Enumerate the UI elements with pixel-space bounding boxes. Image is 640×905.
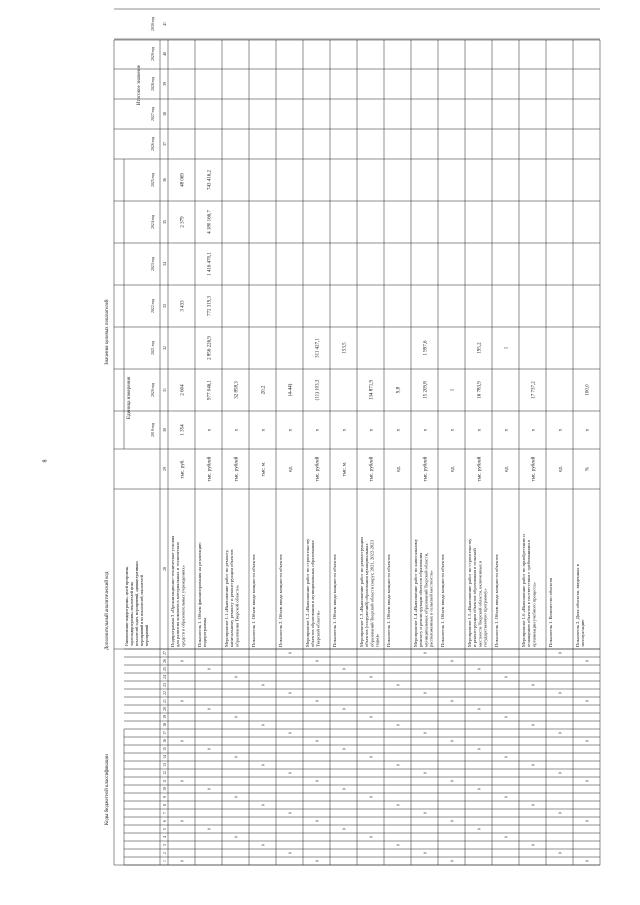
code-digit: 0 bbox=[234, 796, 239, 798]
header-name-col: мероприятий и их показателей, показателей bbox=[140, 575, 144, 646]
row-description: образования Тверской области» bbox=[234, 584, 240, 647]
code-digit: 0 bbox=[288, 812, 293, 814]
row-value-v2020: 20,2 bbox=[261, 385, 267, 395]
row-value-v2020: 100,0 bbox=[585, 384, 591, 396]
year-header: 2020 год bbox=[151, 383, 155, 397]
column-number: 27 bbox=[163, 651, 167, 655]
code-digit: 0 bbox=[450, 860, 455, 862]
year-header: 2025 год bbox=[151, 173, 155, 187]
rotated-table bbox=[100, 17, 600, 865]
code-digit: 0 bbox=[531, 764, 536, 766]
row-description: для развития комплекса материальных и технических bbox=[175, 541, 181, 647]
code-digit: 0 bbox=[180, 660, 185, 662]
row-description: эксплуатацию bbox=[580, 619, 586, 647]
code-digit: 0 bbox=[477, 668, 482, 670]
row-value-v2020: 134 871,9 bbox=[369, 380, 375, 400]
code-digit: 0 bbox=[342, 708, 347, 710]
column-number: 41 bbox=[163, 22, 167, 26]
code-digit: 0 bbox=[558, 732, 563, 734]
code-digit: 0 bbox=[369, 676, 374, 678]
column-number: 10 bbox=[163, 787, 167, 791]
code-digit: 0 bbox=[207, 788, 212, 790]
row-description: образований Тверской области (округ, 2021, 2022-2023 bbox=[369, 540, 375, 647]
row-value-v2020: 16 783,9 bbox=[477, 381, 483, 399]
column-number: 35 bbox=[163, 220, 167, 224]
column-number: 38 bbox=[163, 112, 167, 116]
code-digit: 0 bbox=[423, 852, 428, 854]
column-number: 14 bbox=[163, 755, 167, 759]
year-header: 2024 год bbox=[151, 215, 155, 229]
row-value-unit: % bbox=[585, 466, 591, 472]
code-digit: 0 bbox=[288, 732, 293, 734]
row-value-v2021: 153,5 bbox=[342, 342, 348, 354]
code-digit: 0 bbox=[585, 860, 590, 862]
row-value-v2020: 32 858,3 bbox=[234, 381, 240, 399]
code-digit: 0 bbox=[504, 716, 509, 718]
row-value-unit: ед. bbox=[450, 466, 456, 472]
row-description: Тверской области» bbox=[315, 610, 321, 647]
column-number: 36 bbox=[163, 178, 167, 182]
row-description: и реконструкции объектов образования в сельской bbox=[472, 548, 478, 647]
code-digit: 0 bbox=[585, 740, 590, 742]
code-digit: 0 bbox=[531, 844, 536, 846]
code-digit: 0 bbox=[585, 780, 590, 782]
row-value-v2019: х bbox=[423, 428, 429, 432]
code-digit: 0 bbox=[288, 852, 293, 854]
code-digit: 0 bbox=[207, 708, 212, 710]
code-digit: 0 bbox=[180, 740, 185, 742]
row-value-v2024: 4 180 166,7 bbox=[207, 210, 213, 234]
column-number: 6 bbox=[163, 820, 167, 822]
header-name-col: показателей задач, мероприятий, административных bbox=[135, 560, 139, 646]
code-digit: 0 bbox=[288, 652, 293, 654]
row-description: государственную программу» bbox=[482, 588, 488, 647]
row-description: организации учебного процесса» bbox=[531, 582, 537, 647]
year-header: 2028 год bbox=[151, 77, 155, 91]
column-number: 5 bbox=[163, 828, 167, 830]
row-value-v2019: х bbox=[234, 428, 240, 432]
code-digit: 0 bbox=[585, 820, 590, 822]
code-digit: 0 bbox=[477, 828, 482, 830]
column-number: 16 bbox=[163, 739, 167, 743]
row-value-v2021: 1 997,6 bbox=[423, 340, 429, 356]
row-value-v2020: 17 737,2 bbox=[531, 381, 537, 399]
row-value-unit: тыс. рублей bbox=[531, 456, 537, 482]
code-digit: 0 bbox=[531, 684, 536, 686]
column-number: 29 bbox=[163, 467, 167, 471]
row-description: средств в образовательных учреждениях» bbox=[180, 565, 186, 647]
code-digit: 0 bbox=[342, 788, 347, 790]
code-digit: 0 bbox=[342, 828, 347, 830]
code-digit: 0 bbox=[288, 772, 293, 774]
code-digit: 0 bbox=[477, 748, 482, 750]
row-value-v2024: 2 379 bbox=[180, 216, 186, 228]
code-digit: 0 bbox=[396, 724, 401, 726]
row-value-v2019: 1 354 bbox=[180, 424, 186, 436]
code-digit: 0 bbox=[450, 740, 455, 742]
code-digit: 0 bbox=[315, 860, 320, 862]
row-value-v2025: 48 069 bbox=[180, 173, 186, 187]
row-value-v2021: 2 856 226,9 bbox=[207, 336, 213, 360]
column-number: 4 bbox=[163, 836, 167, 838]
year-header: 2027 год bbox=[151, 107, 155, 121]
row-value-v2021: 311 427,1 bbox=[315, 338, 321, 358]
code-digit: 0 bbox=[315, 660, 320, 662]
code-digit: 0 bbox=[423, 732, 428, 734]
code-digit: 0 bbox=[234, 676, 239, 678]
row-description: объектов (сооружений) образования муниципальных bbox=[364, 543, 370, 647]
row-description: Мероприятие 1.4 «Выполнение работ по капитальному bbox=[413, 539, 418, 647]
page-number: 8 bbox=[42, 459, 49, 463]
row-description: муниципальных образований Тверской области, bbox=[423, 552, 429, 647]
row-value-v2022: 772 319,3 bbox=[207, 296, 213, 316]
row-value-v2021: 195,2 bbox=[477, 342, 483, 354]
column-number: 7 bbox=[163, 812, 167, 814]
row-value-unit: ед. bbox=[504, 466, 510, 472]
code-digit: 0 bbox=[558, 812, 563, 814]
code-digit: 0 bbox=[558, 692, 563, 694]
column-number: 2 bbox=[163, 852, 167, 854]
code-digit: 0 bbox=[585, 700, 590, 702]
code-digit: 0 bbox=[315, 740, 320, 742]
column-number: 32 bbox=[163, 346, 167, 350]
column-number: 9 bbox=[163, 796, 167, 798]
code-digit: 0 bbox=[261, 804, 266, 806]
code-digit: 0 bbox=[315, 780, 320, 782]
row-description: Мероприятие 1.5 «Выполнение работ по строительству bbox=[467, 538, 472, 647]
column-number: 3 bbox=[163, 844, 167, 846]
column-number: 34 bbox=[163, 262, 167, 266]
row-description: Показатель 1. Объем ввода мощности объектов bbox=[494, 554, 499, 647]
row-description: Показатель 2. Доля объектов, введенных в bbox=[575, 564, 580, 647]
row-value-v2020: (11) 103,3 bbox=[315, 379, 321, 401]
budget-table bbox=[100, 17, 600, 865]
row-value-v2019: х bbox=[450, 428, 456, 432]
row-description: Мероприятие 1.3 «Выполнение работ по реконструкции bbox=[359, 537, 364, 647]
code-digit: 0 bbox=[558, 852, 563, 854]
row-value-unit: тыс. рублей bbox=[315, 456, 321, 482]
code-digit: 0 bbox=[207, 748, 212, 750]
row-description: Показатель 1. Объем ввода мощности объектов bbox=[440, 554, 445, 647]
code-digit: 0 bbox=[423, 812, 428, 814]
row-description: Показатель 1. Объем ввода мощности объектов bbox=[251, 554, 256, 647]
row-value-v2019: х bbox=[288, 428, 294, 432]
code-digit: 0 bbox=[477, 708, 482, 710]
code-digit: 0 bbox=[369, 796, 374, 798]
code-digit: 0 bbox=[261, 764, 266, 766]
code-digit: 0 bbox=[207, 828, 212, 830]
row-description: Показатель 1. Объем финансирования на реализацию bbox=[197, 542, 202, 647]
column-number: 28 bbox=[163, 567, 167, 571]
column-number: 13 bbox=[163, 763, 167, 767]
code-digit: 0 bbox=[369, 716, 374, 718]
code-digit: 0 bbox=[504, 756, 509, 758]
row-description: Мероприятие 1.1 «Выполнение работ по ремонту, bbox=[224, 549, 229, 647]
column-number: 12 bbox=[163, 771, 167, 775]
code-digit: 0 bbox=[369, 756, 374, 758]
code-digit: 0 bbox=[558, 652, 563, 654]
column-number: 33 bbox=[163, 304, 167, 308]
row-description: годы)» bbox=[374, 633, 380, 647]
column-number: 25 bbox=[163, 667, 167, 671]
row-value-v2021: 1 bbox=[504, 346, 510, 350]
header-codes: Коды бюджетной классификации bbox=[105, 754, 110, 825]
code-digit: 0 bbox=[180, 700, 185, 702]
year-header: 2029 год bbox=[151, 47, 155, 61]
code-digit: 0 bbox=[180, 860, 185, 862]
code-digit: 0 bbox=[180, 820, 185, 822]
header-name-col: Наименование подпрограммы, целей программы, bbox=[125, 565, 129, 646]
row-value-unit: тыс. м. bbox=[261, 461, 267, 477]
code-digit: 0 bbox=[450, 700, 455, 702]
row-value-v2020: 9,8 bbox=[396, 386, 402, 394]
code-digit: 0 bbox=[342, 668, 347, 670]
code-digit: 0 bbox=[423, 652, 428, 654]
code-digit: 0 bbox=[504, 676, 509, 678]
row-value-v2019: х bbox=[261, 428, 267, 432]
code-digit: 0 bbox=[396, 844, 401, 846]
year-header: 2022 год bbox=[151, 299, 155, 313]
column-number: 23 bbox=[163, 683, 167, 687]
row-description: ремонту и реконструкции объектов образования bbox=[418, 552, 424, 647]
code-digit: 0 bbox=[450, 820, 455, 822]
column-number: 15 bbox=[163, 747, 167, 751]
code-digit: 0 bbox=[477, 788, 482, 790]
row-value-v2019: х bbox=[531, 428, 537, 432]
column-number: 24 bbox=[163, 675, 167, 679]
code-digit: 0 bbox=[423, 692, 428, 694]
row-value-v2019: х bbox=[396, 428, 402, 432]
row-value-v2019: х bbox=[558, 428, 564, 432]
code-digit: 0 bbox=[261, 684, 266, 686]
row-value-v2020: 15 209,8 bbox=[423, 381, 429, 399]
column-number: 39 bbox=[163, 82, 167, 86]
column-number: 30 bbox=[163, 428, 167, 432]
code-digit: 0 bbox=[531, 804, 536, 806]
row-value-unit: ед. bbox=[396, 466, 402, 472]
row-value-v2020: 1 bbox=[450, 388, 456, 392]
column-number: 1 bbox=[163, 860, 167, 862]
code-digit: 0 bbox=[261, 844, 266, 846]
row-description: расположенных в сельской местности» bbox=[428, 570, 434, 647]
row-value-v2019: х bbox=[504, 428, 510, 432]
column-number: 8 bbox=[163, 804, 167, 806]
column-number: 40 bbox=[163, 52, 167, 56]
code-digit: 0 bbox=[531, 724, 536, 726]
column-number: 11 bbox=[163, 779, 167, 783]
row-value-v2019: х bbox=[477, 428, 483, 432]
code-digit: 0 bbox=[396, 764, 401, 766]
row-description: объектов образования в муниципальных образованиях bbox=[310, 540, 316, 647]
code-digit: 0 bbox=[504, 796, 509, 798]
column-number: 37 bbox=[163, 142, 167, 146]
row-value-unit: тыс. рублей bbox=[423, 456, 429, 482]
row-description: местности Тверской области, включенных в bbox=[477, 560, 483, 647]
column-number: 17 bbox=[163, 731, 167, 735]
column-number: 19 bbox=[163, 715, 167, 719]
column-number: 31 bbox=[163, 388, 167, 392]
row-value-unit: тыс. рублей bbox=[477, 456, 483, 482]
row-description: Показатель 1. Объем ввода мощности объектов bbox=[332, 554, 337, 647]
row-description: Мероприятие 1.2 «Выполнение работ по строительству bbox=[305, 538, 310, 647]
row-description: Показатель 1. Объем ввода мощности объектов bbox=[386, 554, 391, 647]
row-value-v2019: х bbox=[342, 428, 348, 432]
code-digit: 0 bbox=[288, 692, 293, 694]
column-number: 26 bbox=[163, 659, 167, 663]
row-value-unit: тыс. рублей bbox=[234, 456, 240, 482]
row-value-unit: тыс. рублей bbox=[369, 456, 375, 482]
code-digit: 0 bbox=[315, 820, 320, 822]
code-digit: 0 bbox=[369, 836, 374, 838]
row-value-v2019: х bbox=[207, 428, 213, 432]
row-description: капитальному ремонту и реконструкции объектов bbox=[229, 549, 235, 647]
row-value-unit: тыс. руб. bbox=[180, 459, 186, 479]
code-digit: 0 bbox=[585, 660, 590, 662]
header-target-values: Значения целевых показателей bbox=[105, 299, 110, 365]
row-value-unit: тыс. м. bbox=[342, 461, 348, 477]
row-value-v2020: 977 046,1 bbox=[207, 380, 213, 400]
header-add-code: Дополнительный аналитический код bbox=[105, 571, 110, 650]
row-description: Показатель 1. Количество объектов bbox=[548, 577, 553, 647]
code-digit: 0 bbox=[234, 716, 239, 718]
header-final: Итоговое значение bbox=[137, 65, 142, 105]
code-digit: 0 bbox=[207, 668, 212, 670]
code-digit: 0 bbox=[396, 804, 401, 806]
row-value-v2020: 2 604 bbox=[180, 384, 186, 396]
year-header: 2026 год bbox=[151, 137, 155, 151]
year-header: 2019 год bbox=[151, 423, 155, 437]
year-header: 2030 год bbox=[151, 17, 155, 31]
code-digit: 0 bbox=[423, 772, 428, 774]
code-digit: 0 bbox=[450, 780, 455, 782]
row-value-unit: тыс. рублей bbox=[207, 456, 213, 482]
row-value-v2019: х bbox=[315, 428, 321, 432]
column-number: 21 bbox=[163, 699, 167, 703]
code-digit: 0 bbox=[558, 772, 563, 774]
header-name-col: мероприятий bbox=[145, 624, 149, 646]
column-number: 22 bbox=[163, 691, 167, 695]
code-digit: 0 bbox=[342, 748, 347, 750]
row-description: оснащению объектов в соответствии с требованиями к bbox=[526, 539, 532, 647]
row-value-v2019: х bbox=[585, 428, 591, 432]
column-number: 18 bbox=[163, 723, 167, 727]
row-value-v2025: 743 416,2 bbox=[207, 170, 213, 190]
code-digit: 0 bbox=[180, 780, 185, 782]
row-value-v2022: 3 433 bbox=[180, 300, 186, 312]
header-name-col: задач подпрограммы, показателей цели, bbox=[130, 581, 134, 646]
row-value-v2023: 1 416 470,1 bbox=[207, 252, 213, 276]
row-description: Показатель 2. Объем ввода мощности объектов bbox=[278, 554, 283, 647]
code-digit: 0 bbox=[315, 700, 320, 702]
row-value-unit: ед. bbox=[288, 466, 294, 472]
code-digit: 0 bbox=[234, 836, 239, 838]
row-value-v2019: х bbox=[369, 428, 375, 432]
code-digit: 0 bbox=[450, 660, 455, 662]
row-description: Подпрограмма 3 «Организационно-технические условия bbox=[170, 535, 175, 647]
code-digit: 0 bbox=[504, 836, 509, 838]
row-description: подпрограммы bbox=[202, 617, 208, 647]
year-header: 2021 год bbox=[151, 341, 155, 355]
header-unit: Единица измерения bbox=[127, 376, 132, 419]
row-description: Мероприятие 1.6 «Выполнение работ по приобретению и bbox=[521, 534, 526, 647]
year-header: 2023 год bbox=[151, 257, 155, 271]
code-digit: 0 bbox=[234, 756, 239, 758]
row-value-v2020: (4-44) bbox=[288, 383, 294, 397]
column-number: 20 bbox=[163, 707, 167, 711]
code-digit: 0 bbox=[396, 684, 401, 686]
row-value-unit: ед. bbox=[558, 466, 564, 472]
code-digit: 0 bbox=[261, 724, 266, 726]
